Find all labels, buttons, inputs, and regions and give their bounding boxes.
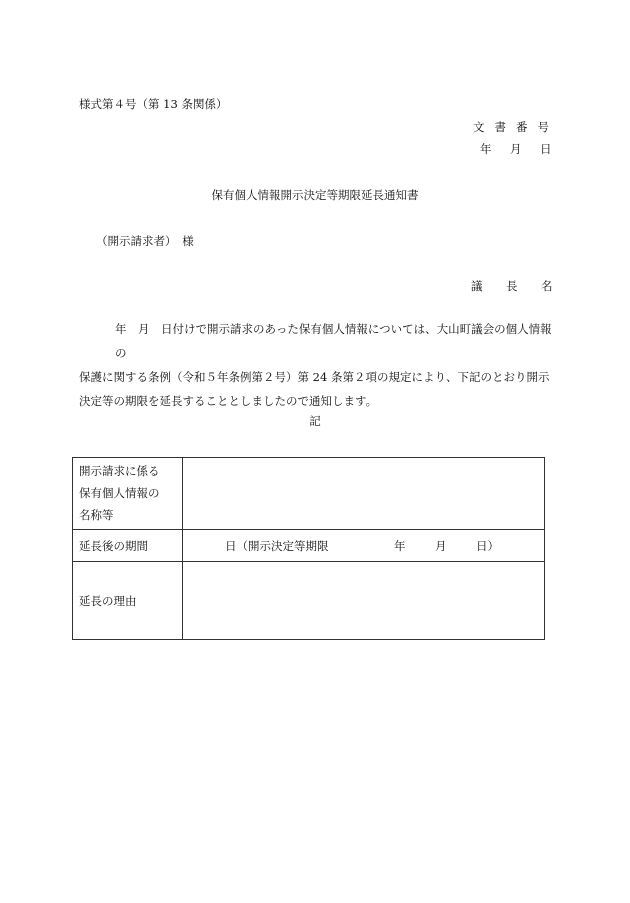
extension-period-label: 延長後の期間 bbox=[73, 530, 183, 562]
document-title: 保有個人情報開示決定等期限延長通知書 bbox=[211, 188, 419, 202]
body-line: 年 月 日付けで開示請求のあった保有個人情報については、大山町議会の個人情報の bbox=[115, 322, 552, 360]
form-reference: 様式第４号（第 13 条関係） bbox=[79, 97, 228, 111]
date-day: 日 bbox=[540, 142, 552, 156]
extension-period-value bbox=[183, 530, 545, 562]
sender-char: 名 bbox=[541, 279, 553, 293]
extension-days-text: 日（開示決定等期限 bbox=[225, 539, 329, 553]
date-month: 月 bbox=[510, 142, 522, 156]
deadline-year: 年 bbox=[394, 539, 406, 553]
date-line bbox=[0, 141, 630, 157]
label-line: 保有個人情報の bbox=[79, 486, 160, 500]
body-line: 保護に関する条例（令和５年条例第２号）第 24 条第２項の規定により、下記のとおり開示 bbox=[79, 370, 550, 384]
deadline-month: 月 bbox=[435, 539, 447, 553]
sender-signature bbox=[0, 278, 630, 294]
extension-reason-value bbox=[183, 562, 545, 640]
disclosure-target-label bbox=[73, 458, 183, 530]
table-row bbox=[73, 530, 545, 562]
extension-reason-label: 延長の理由 bbox=[73, 562, 183, 640]
label-line: 名称等 bbox=[79, 508, 114, 522]
extension-details-table bbox=[72, 457, 545, 640]
notice-body bbox=[79, 317, 554, 413]
label-line: 開示請求に係る bbox=[79, 464, 160, 478]
ki-mark: 記 bbox=[309, 414, 321, 428]
sender-char: 議 bbox=[471, 279, 483, 293]
addressee: （開示請求者） 様 bbox=[96, 234, 194, 248]
date-year: 年 bbox=[480, 142, 492, 156]
deadline-day: 日） bbox=[476, 539, 499, 553]
table-row bbox=[73, 562, 545, 640]
table-row bbox=[73, 458, 545, 530]
disclosure-target-value bbox=[183, 458, 545, 530]
document-number-label: 文書番号 bbox=[473, 120, 559, 134]
body-line: 決定等の期限を延長することとしましたので通知します。 bbox=[79, 394, 378, 408]
sender-char: 長 bbox=[506, 279, 518, 293]
